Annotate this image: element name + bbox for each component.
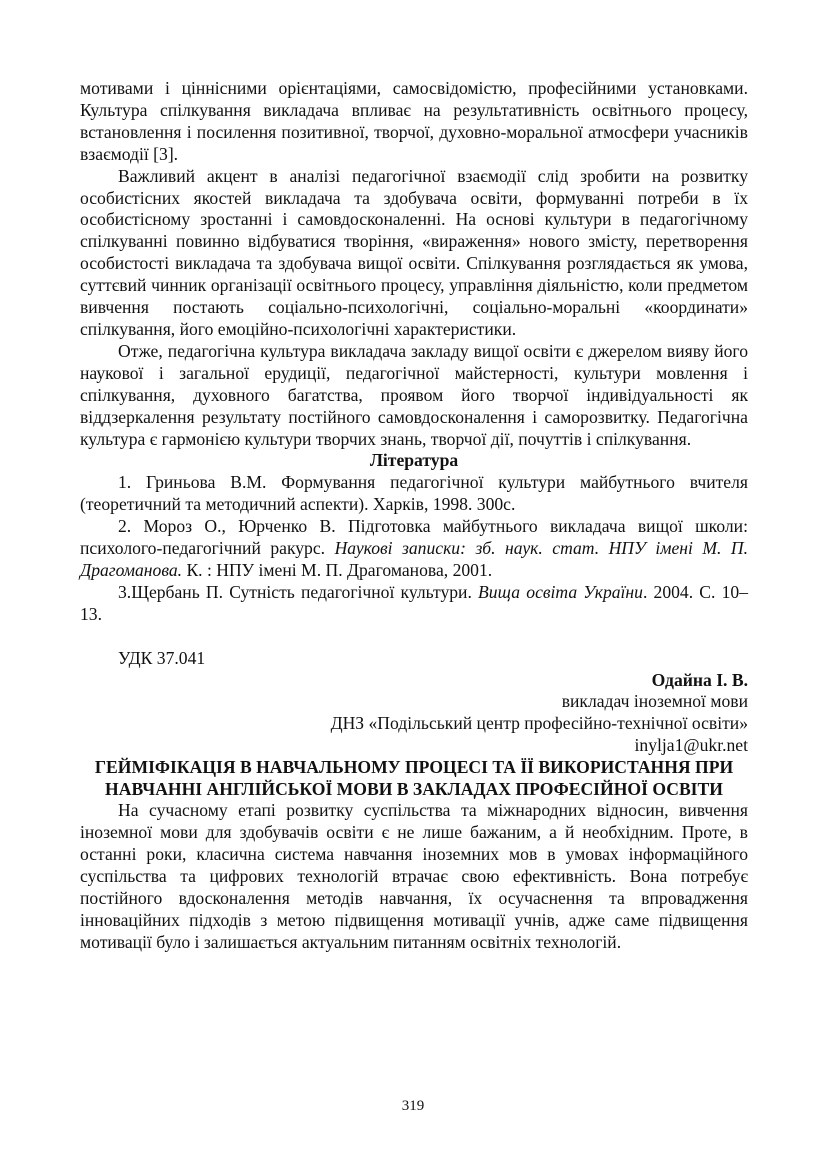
document-page — [80, 78, 748, 954]
author-position: викладач іноземної мови — [561, 691, 748, 712]
author-email: inylja1@ukr.net — [634, 735, 748, 756]
author-name: Одайна І. В. — [651, 669, 748, 690]
literature-heading: Література — [369, 450, 459, 471]
body-paragraph-2: Важливий акцент в аналізі педагогічної взаємодії слід зробити на розвитку особистісних якостей викладача та здобувача освіти, формуванні потреби в їх особистісному зростанні і самовдосконаленні. На основі культури в педагогічному спілкуванні повинно відбуватися творіння, «вираження» нового змісту, перетворення особистості викладача та здобувача вищої освіти. Спілкування розглядається як умова, суттєвий чинник організації освітнього процесу, управління діяльністю, коли предметом вивчення постають соціально-психологічні, соціально-моральні «координати» спілкування, його емоційно-психологічні характеристики. — [80, 165, 748, 339]
udk-code: УДК 37.041 — [118, 647, 206, 668]
article-intro-paragraph: На сучасному етапі розвитку суспільства та міжнародних відносин, вивчення іноземної мови для здобувачів освіти є не лише бажаним, а й необхідним. Проте, в останні роки, класична система навчання іноземних мов в умовах інформаційного суспільства та цифрових технологій втрачає свою ефективність. Вона потребує постійного вдосконалення методів навчання, їх осучаснення та впровадження інноваційних підходів з метою підвищення мотивації учнів, адже саме підвищення мотивації було і залишається актуальним питанням освітніх технологій. — [80, 800, 748, 952]
reference-3-after: . 2004. С. 10–13. — [80, 581, 748, 624]
reference-2-journal: Наукові записки: зб. наук. стат. НПУ імені М. П. Драгоманова. — [80, 538, 749, 580]
body-paragraph-1: мотивами і ціннісними орієнтаціями, самосвідомістю, професійними установками. Культура спілкування викладача впливає на результативність освітнього процесу, встановлення і посилення позитивної, творчої, духовно-моральної атмосфери учасників взаємодії [3]. — [80, 78, 748, 164]
reference-3-journal: Вища освіта України — [478, 581, 643, 602]
reference-2 — [80, 516, 748, 582]
body-paragraph-3: Отже, педагогічна культура викладача закладу вищої освіти є джерелом вияву його наукової і загальної ерудиції, педагогічної майстерності, культури мовлення і спілкування, духовного багатства, проявом його творчої індивідуальності як віддзеркалення результату постійного самовдосконалення і саморозвитку. Педагогічна культура є гармонією культури творчих знань, творчої дії, почуттів і спілкування. — [80, 340, 748, 449]
reference-3-before: 3.Щербань П. Сутність педагогічної культури. — [118, 581, 479, 602]
reference-2-before: 2. Мороз О., Юрченко В. Підготовка майбутнього викладача вищої школи: психолого-педагогічний ракурс. — [80, 516, 748, 559]
reference-1 — [80, 472, 748, 516]
reference-3 — [80, 582, 748, 626]
author-organization: ДНЗ «Подільський центр професійно-технічної освіти» — [330, 713, 748, 734]
reference-2-after: К. : НПУ імені М. П. Драгоманова, 2001. — [182, 559, 493, 580]
page-number: 319 — [401, 1098, 425, 1114]
reference-1-text: 1. Гриньова В.М. Формування педагогічної культури майбутнього вчителя (теоретичний та методичний аспекти). Харків, 1998. 300с. — [80, 472, 748, 515]
article-title: ГЕЙМІФІКАЦІЯ В НАВЧАЛЬНОМУ ПРОЦЕСІ ТА ЇЇ ВИКОРИСТАННЯ ПРИ НАВЧАННІ АНГЛІЙСЬКОЇ МОВИ В ЗАКЛАДАХ ПРОФЕСІЙНОЇ ОСВІТИ — [94, 757, 734, 799]
